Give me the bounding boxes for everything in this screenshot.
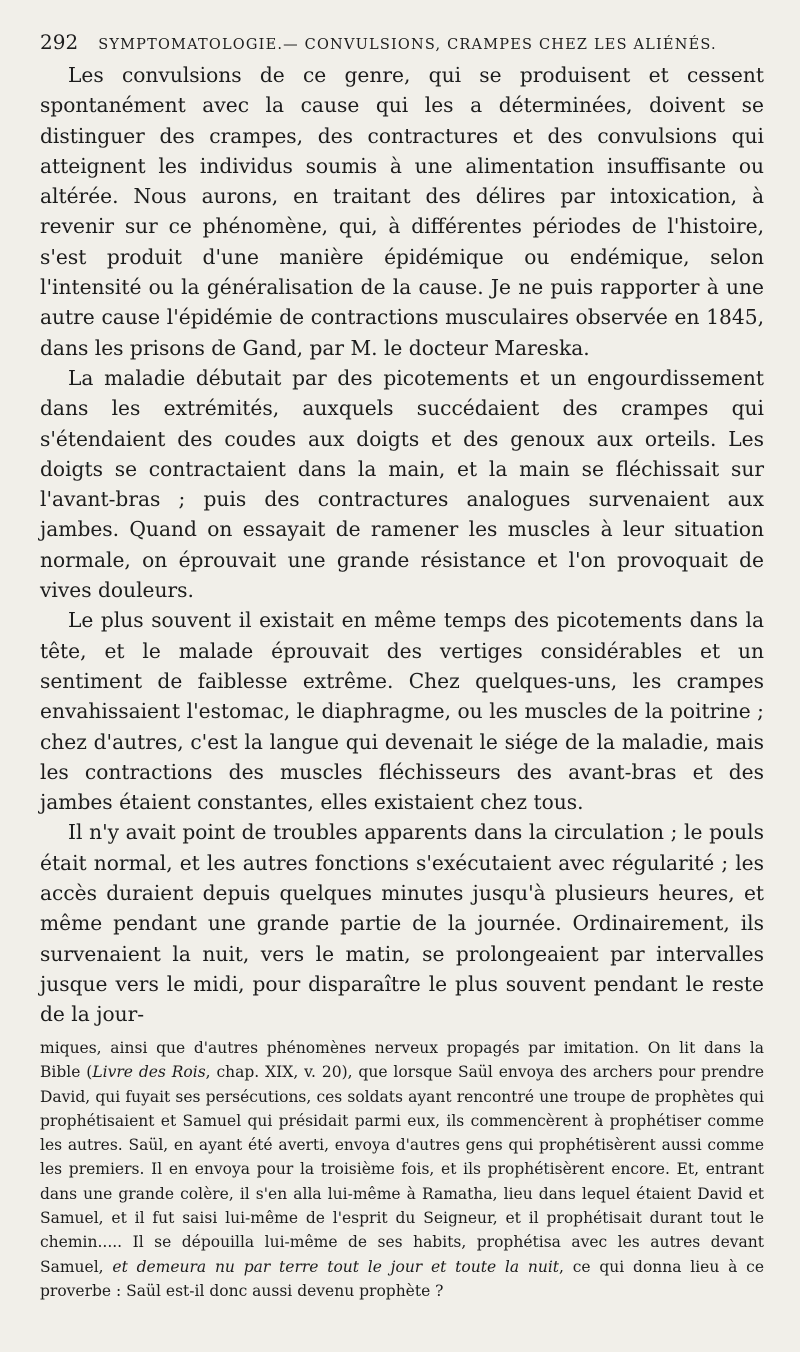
paragraph: Il n'y avait point de troubles apparents dans la circulation ; le pouls était normal, et les autres fonctions s'exécutaient avec régularité ; les accès duraient depuis quelques minutes jusqu'à plusieurs heures, et même pendant une grande partie de la journée. Ordinairement, ils survenaient la nuit, vers le matin, se prolongeaient par intervalles jusque vers le midi, pour disparaître le plus souvent pendant le reste de la jour- (40, 820, 764, 1027)
paragraph: Le plus souvent il existait en même temps des picotements dans la tête, et le malade éprouvait des vertiges considérables et un sentiment de faiblesse extrême. Chez quelques-uns, les crampes envahissaient l'estomac, le diaphragme, ou les muscles de la poitrine ; chez d'autres, c'est la langue qui devenait le siége de la maladie, mais les contractions des muscles fléchisseurs des avant-bras et des jambes étaient constantes, elles existaient chez tous. (40, 608, 764, 815)
footnote-text-part: , ce qui donna lieu à ce proverbe : Saül est-il donc aussi devenu prophète ? (40, 1257, 764, 1300)
running-header (40, 30, 764, 54)
footnote-text (40, 1036, 764, 1303)
paragraph: Les convulsions de ce genre, qui se produisent et cessent spontanément avec la cause qui les a déterminées, doivent se distinguer des crampes, des contractures et des convulsions qui atteignent les individus soumis à une alimentation insuffisante ou altérée. Nous aurons, en traitant des délires par intoxication, à revenir sur ce phénomène, qui, à différentes périodes de l'histoire, s'est produit d'une manière épidémique ou endémique, selon l'intensité ou la généralisation de la cause. Je ne puis rapporter à une autre cause l'épidémie de contractions musculaires observée en 1845, dans les prisons de Gand, par M. le docteur Mareska. (40, 63, 764, 360)
main-text (40, 60, 764, 1030)
footnote-citation-italic: Livre des Rois (92, 1063, 206, 1082)
footnote-text-part: miques, ainsi que d'autres phénomènes nerveux propagés par imitation. On lit dans la Bible ( (40, 1039, 764, 1082)
footnote-text-part: , chap. XIX, v. 20), que lorsque Saül envoya des archers pour prendre David, qui fuyait ses persécutions, ces soldats ayant rencontré une troupe de prophètes qui prophétisaient et Samuel qui présidait parmi eux, ils commencèrent à prophétiser comme les autres. Saül, en ayant été averti, envoya d'autres gens qui prophétisèrent aussi comme les premiers. Il en envoya pour la troisième fois, et ils prophétisèrent encore. Et, entrant dans une grande colère, il s'en alla lui-même à Ramatha, lieu dans lequel étaient David et Samuel, et il fut saisi lui-même de l'esprit du Seigneur, et il prophétisait durant tout le chemin..... Il se dépouilla lui-même de ses habits, prophétisa avec les autres devant Samuel, (40, 1063, 765, 1276)
footnote-quote-italic: et demeura nu par terre tout le jour et toute la nuit (112, 1257, 560, 1276)
running-title: SYMPTOMATOLOGIE.— CONVULSIONS, CRAMPES CHEZ LES ALIÉNÉS. (98, 37, 717, 53)
paragraph: La maladie débutait par des picotements et un engourdissement dans les extrémités, auxquels succédaient des crampes qui s'étendaient des coudes aux doigts et des genoux aux orteils. Les doigts se contractaient dans la main, et la main se fléchissait sur l'avant-bras ; puis des contractures analogues survenaient aux jambes. Quand on essayait de ramener les muscles à leur situation normale, on éprouvait une grande résistance et l'on provoquait de vives douleurs. (40, 365, 764, 603)
footnote (40, 1036, 764, 1303)
page-number: 292 (40, 30, 79, 54)
